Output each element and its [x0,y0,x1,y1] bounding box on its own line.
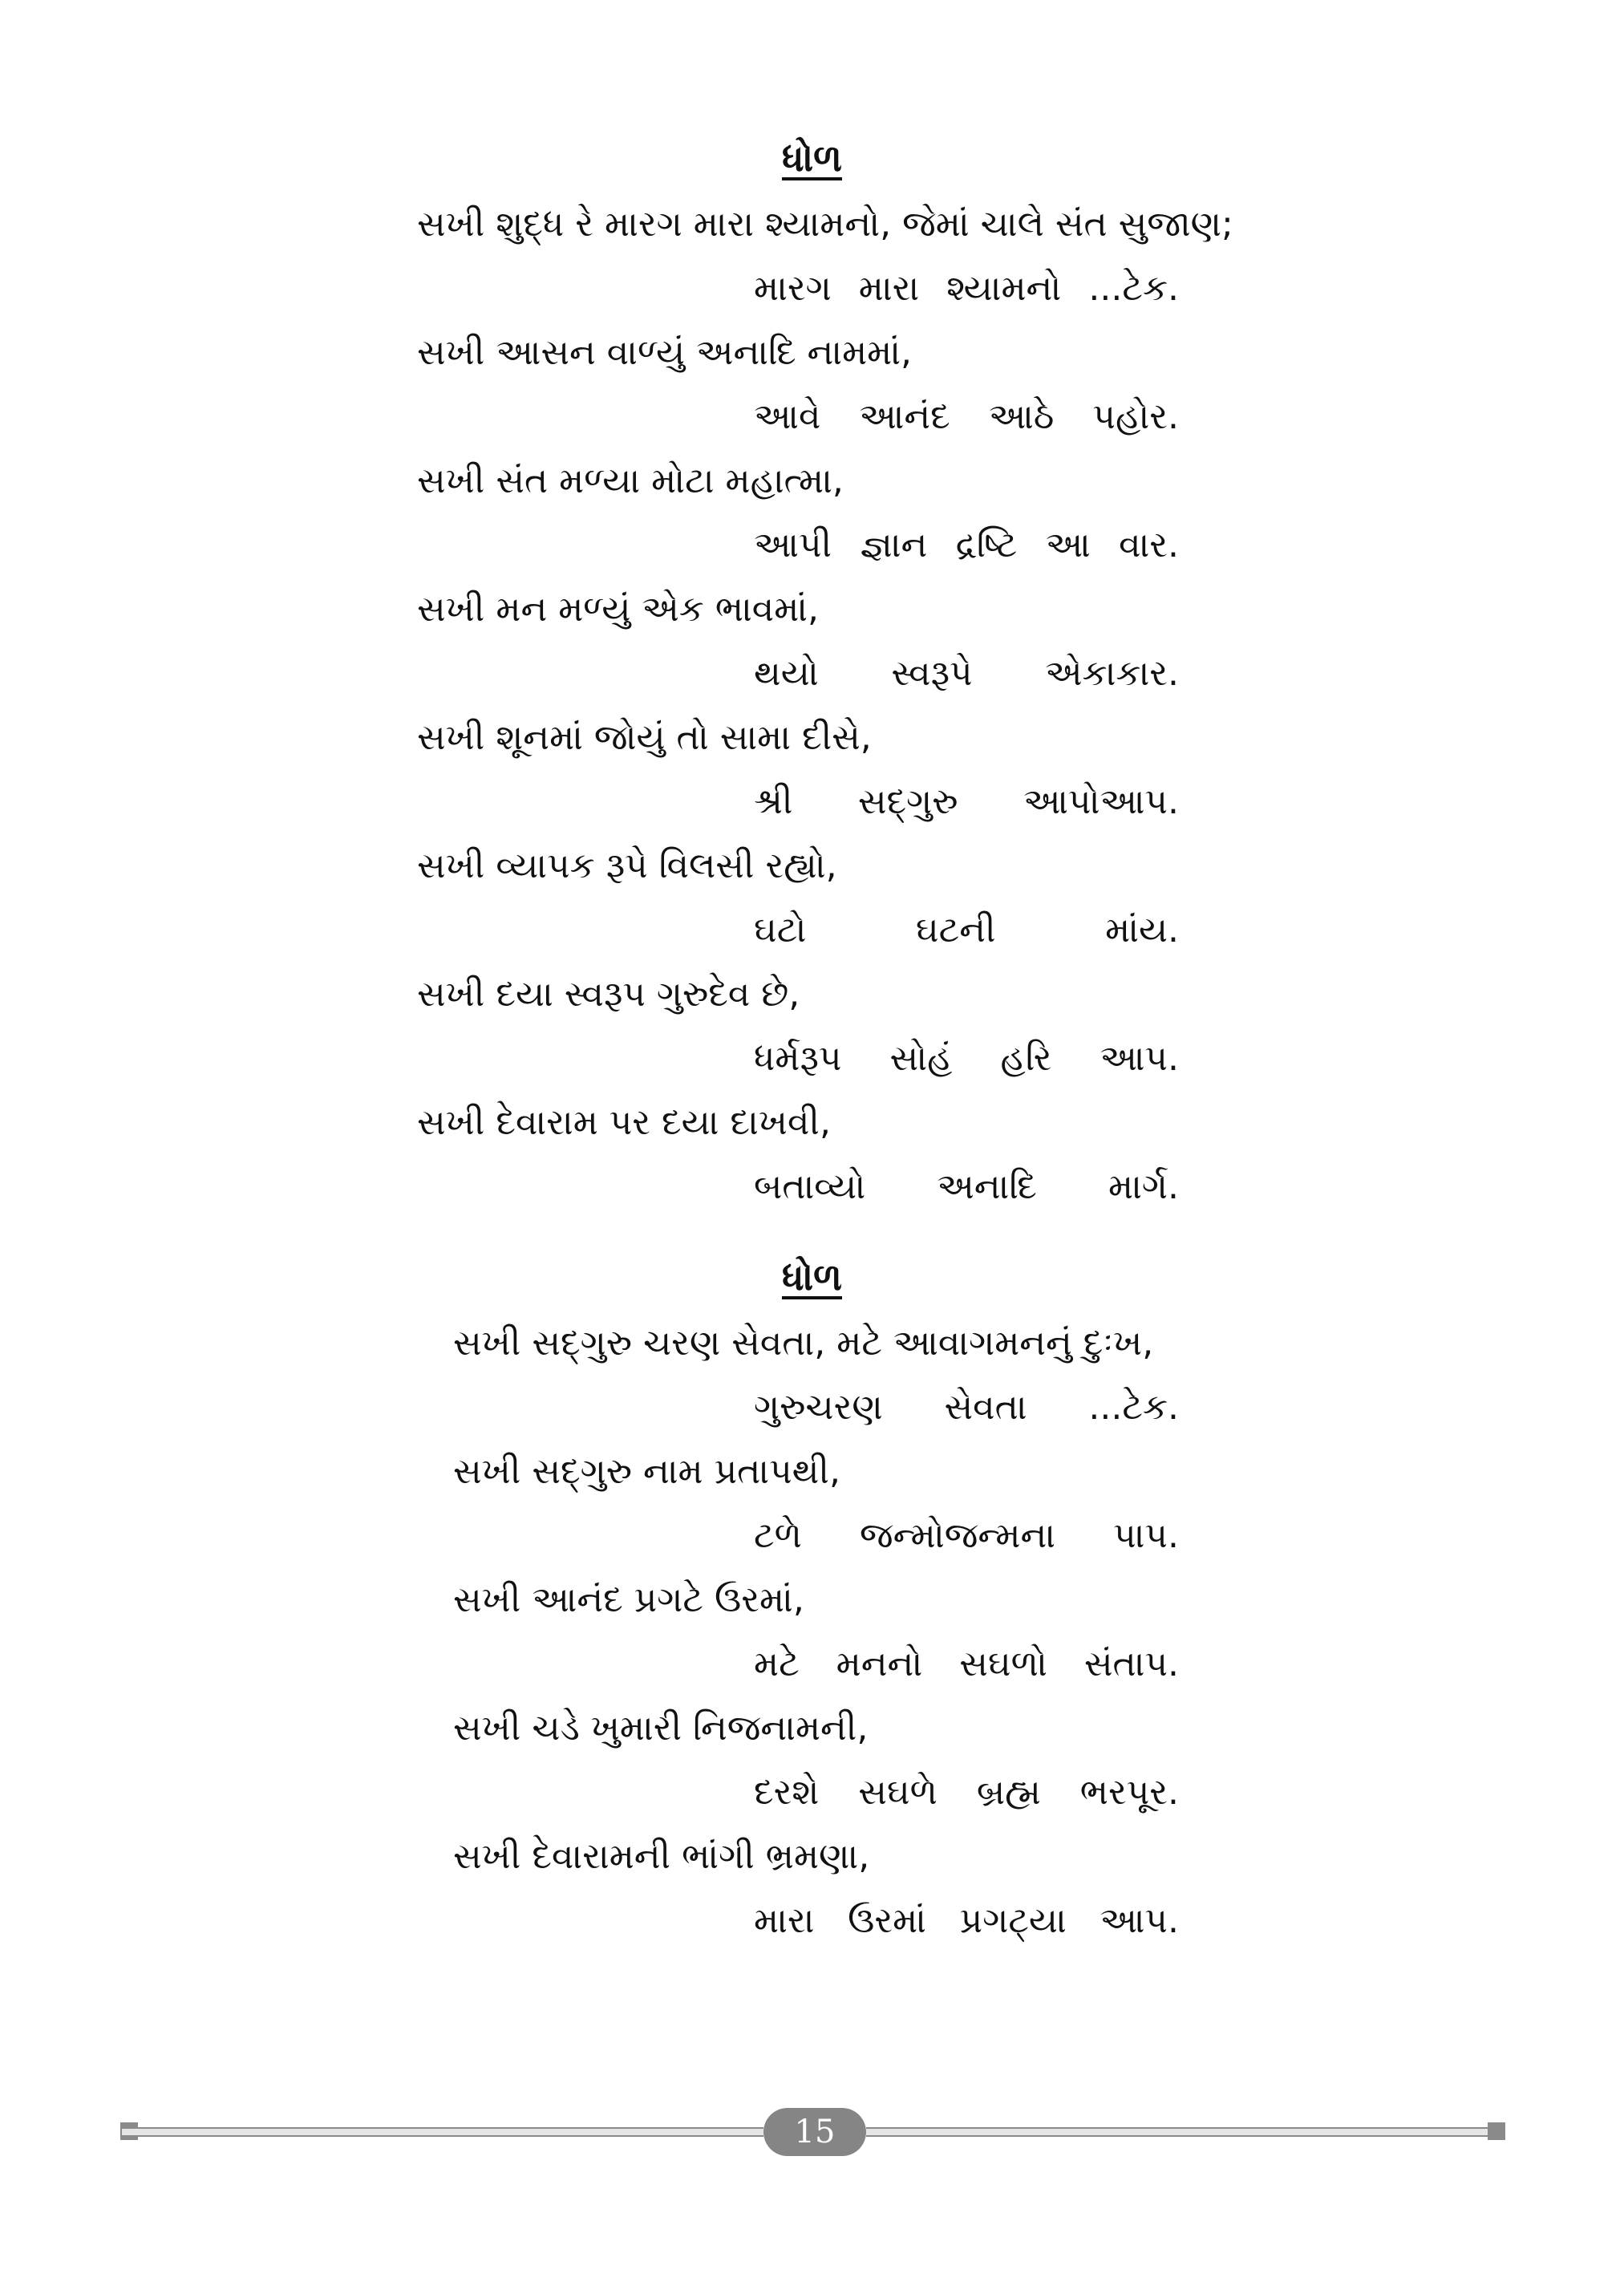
verse-word: જ્ઞાન [860,525,928,565]
verse-word: મારા [858,268,920,309]
verse-line-response [754,650,1179,698]
verse-word: સંતાપ. [1083,1644,1179,1684]
verse-word: શ્યામનો [946,268,1062,309]
verse-word: આનંદ [859,396,950,437]
verse-word: સદ્‌ગુરુ [857,781,958,822]
footer-rule-left [122,2127,763,2137]
verse-word: ટળે [754,1515,802,1556]
verse-word: સ્વરૂપે [891,653,973,694]
verse-word: આપ. [1100,1038,1179,1079]
verse-word: મારગ [754,268,832,309]
verse-word: માર્ગ. [1108,1166,1179,1207]
verse-word: જન્મોજન્મના [860,1515,1056,1556]
footer-rule-right [866,2127,1500,2137]
verse-line-response [754,521,1179,569]
verse-word: ભરપૂર. [1079,1772,1179,1813]
verse-word: ...ટેક. [1088,268,1179,309]
verse-word: થયો [754,653,819,694]
verse-line-response [754,1512,1179,1560]
verse-word: આપ. [1100,1900,1179,1941]
verse-line: સખી શુદ્ધ રે મારગ મારા શ્યામનો, જેમાં ચાલે સંત સુજાણ; [417,204,1233,245]
verse-word: એકાકાર. [1045,653,1179,694]
verse-word: શ્રી [754,781,793,822]
section-1-heading: ધોળ [782,136,842,180]
verse-word: સઘળે [858,1772,938,1813]
verse-word: દરશે [754,1772,820,1813]
verse-word: આપોઆપ. [1023,781,1179,822]
verse-line: સખી મન મળ્યું એક ભાવમાં, [417,589,820,630]
verse-word: સોહં [889,1038,953,1079]
verse-word: બતાવ્યો [754,1166,866,1207]
verse-line-response [754,1384,1179,1432]
verse-line: સખી દેવારામ પર દયા દાખવી, [417,1102,831,1143]
footer-right-square [1488,2122,1505,2140]
verse-word: હરિ [1000,1038,1052,1079]
verse-line: સખી વ્યાપક રૂપે વિલસી રહ્યો, [417,845,837,886]
verse-line: સખી આસન વાળ્યું અનાદિ નામમાં, [417,332,912,373]
verse-word: પહોર. [1092,396,1179,437]
verse-word: આઠે [988,396,1055,437]
verse-word: ઉરમાં [848,1900,926,1941]
verse-line: સખી શૂનમાં જોયું તો સામા દીસે, [417,717,872,758]
verse-word: ગુરુચરણ [754,1387,883,1428]
section-2-heading: ધોળ [782,1255,842,1299]
verse-line-response [754,1035,1179,1083]
verse-word: ...ટેક. [1088,1387,1179,1428]
verse-word: આવે [754,396,821,437]
verse-line-response [754,778,1179,826]
verse-word: મટે [754,1644,800,1684]
verse-word: પાપ. [1113,1515,1179,1556]
verse-word: વાર. [1119,525,1179,565]
verse-line-response [754,906,1179,955]
verse-line-response [754,265,1179,313]
verse-word: ધર્મરૂપ [754,1038,842,1079]
verse-word: ઘટો [754,910,807,950]
verse-line-response [754,1163,1179,1211]
page-number: 15 [763,2108,866,2156]
verse-line-response [754,1769,1179,1817]
verse-word: પ્રગટ્યા [959,1900,1067,1941]
verse-word: માંય. [1105,910,1179,950]
verse-line: સખી આનંદ પ્રગટે ઉરમાં, [453,1579,804,1620]
verse-word: આ [1045,525,1091,565]
verse-word: સઘળો [959,1644,1047,1684]
verse-line: સખી દેવારામની ભાંગી ભ્રમણા, [453,1836,870,1877]
verse-line: સખી સદ્‌ગુરુ ચરણ સેવતા, મટે આવાગમનનું દુઃખ, [453,1323,1154,1364]
verse-line: સખી સંત મળ્યા મોટા મહાત્મા, [417,460,844,501]
verse-word: અનાદિ [937,1166,1037,1207]
verse-line: સખી સદ્‌ગુરુ નામ પ્રતાપથી, [453,1451,840,1492]
verse-line-response [754,1897,1179,1945]
verse-line: સખી દયા સ્વરૂપ ગુરુદેવ છે, [417,974,800,1015]
verse-line: સખી ચડે ખુમારી નિજનામની, [453,1708,869,1749]
verse-word: દ્રષ્ટિ [955,525,1018,565]
verse-line-response [754,393,1179,441]
verse-word: આપી [754,525,832,565]
verse-word: બ્રહ્મ [976,1772,1041,1813]
verse-word: મનનો [836,1644,923,1684]
verse-word: ઘટની [915,910,996,950]
verse-word: સેવતા [944,1387,1027,1428]
verse-line-response [754,1640,1179,1688]
verse-word: મારા [754,1900,815,1941]
